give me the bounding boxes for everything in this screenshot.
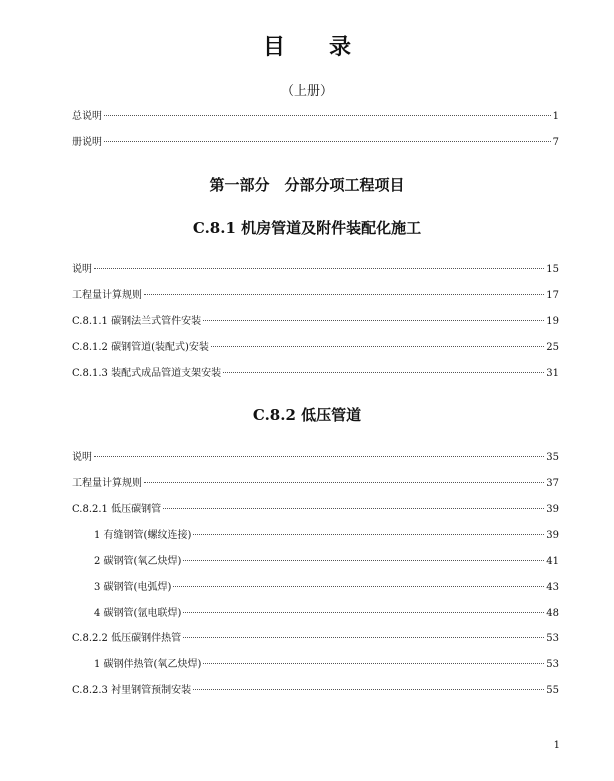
section-title: C.8.2 低压管道 xyxy=(252,406,362,424)
toc-entry[interactable] xyxy=(72,136,559,150)
title-left: 目 xyxy=(262,34,285,60)
toc-entry-label: 说明 xyxy=(72,264,92,275)
toc-entry-label: C.8.2.3 衬里钢管预制安装 xyxy=(72,685,192,696)
toc-subentry[interactable] xyxy=(94,658,559,672)
toc-entry-page: 31 xyxy=(546,368,559,379)
toc-leader xyxy=(193,689,544,690)
toc-entry-page: 53 xyxy=(546,659,559,670)
toc-entry-page: 53 xyxy=(546,633,559,644)
toc-leader xyxy=(193,534,544,535)
toc-leader xyxy=(203,320,544,321)
toc-subentry[interactable] xyxy=(94,581,559,595)
toc-entry[interactable] xyxy=(72,367,559,381)
toc-leader xyxy=(211,346,544,347)
toc-leader xyxy=(183,612,544,613)
footer-page-number: 1 xyxy=(553,740,560,751)
toc-entry-page: 39 xyxy=(546,530,559,541)
toc-entry-page: 15 xyxy=(546,264,559,275)
toc-leader xyxy=(144,294,544,295)
toc-entry[interactable] xyxy=(72,477,559,491)
toc-entry-label: 1 有缝钢管(螺纹连接) xyxy=(94,530,192,541)
toc-entry-label: C.8.1.2 碳钢管道(装配式)安装 xyxy=(72,342,209,353)
toc-leader xyxy=(173,586,544,587)
toc-entry-page: 17 xyxy=(546,290,559,301)
toc-entry[interactable] xyxy=(72,289,559,303)
toc-entry-page: 7 xyxy=(552,137,559,148)
toc-entry[interactable] xyxy=(72,315,559,329)
toc-entry-page: 37 xyxy=(546,478,559,489)
toc-entry-label: C.8.2.1 低压碳钢管 xyxy=(72,504,162,515)
toc-entry-label: 3 碳钢管(电弧焊) xyxy=(94,582,172,593)
toc-entry-page: 1 xyxy=(552,111,559,122)
toc-entry[interactable] xyxy=(72,341,559,355)
toc-entry[interactable] xyxy=(72,684,559,698)
toc-entry-label: 工程量计算规则 xyxy=(72,478,142,489)
toc-entry-page: 25 xyxy=(546,342,559,353)
section-title: C.8.1 机房管道及附件装配化施工 xyxy=(192,219,422,237)
toc-entry[interactable] xyxy=(72,451,559,465)
toc-entry-label: C.8.1.1 碳钢法兰式管件安装 xyxy=(72,316,202,327)
toc-entry-page: 35 xyxy=(546,452,559,463)
toc-entry-page: 43 xyxy=(546,582,559,593)
toc-leader xyxy=(183,637,544,638)
page-title xyxy=(0,30,614,61)
toc-leader xyxy=(94,456,544,457)
toc-leader xyxy=(203,663,544,664)
title-right: 录 xyxy=(329,34,352,60)
toc-entry-label: 总说明 xyxy=(72,111,102,122)
toc-leader xyxy=(223,372,544,373)
toc-entry-label: 说明 xyxy=(72,452,92,463)
toc-entry[interactable] xyxy=(72,110,559,124)
part-title: 第一部分 分部分项工程项目 xyxy=(209,176,405,194)
toc-entry[interactable] xyxy=(72,632,559,646)
toc-entry-label: 4 碳钢管(氩电联焊) xyxy=(94,608,182,619)
toc-entry-label: 册说明 xyxy=(72,137,102,148)
toc-leader xyxy=(144,482,544,483)
toc-entry[interactable] xyxy=(72,263,559,277)
volume-label: （上册） xyxy=(280,84,333,99)
toc-subentry[interactable] xyxy=(94,607,559,621)
toc-entry-label: C.8.1.3 装配式成品管道支架安装 xyxy=(72,368,222,379)
toc-leader xyxy=(104,141,551,142)
toc-leader xyxy=(94,268,544,269)
toc-entry[interactable] xyxy=(72,503,559,517)
toc-entry-page: 55 xyxy=(546,685,559,696)
toc-entry-label: C.8.2.2 低压碳钢伴热管 xyxy=(72,633,182,644)
toc-entry-label: 工程量计算规则 xyxy=(72,290,142,301)
toc-subentry[interactable] xyxy=(94,529,559,543)
toc-leader xyxy=(104,115,551,116)
toc-entry-label: 1 碳钢伴热管(氧乙炔焊) xyxy=(94,659,202,670)
toc-entry-page: 48 xyxy=(546,608,559,619)
toc-leader xyxy=(163,508,544,509)
toc-entry-page: 39 xyxy=(546,504,559,515)
toc-entry-page: 19 xyxy=(546,316,559,327)
toc-subentry[interactable] xyxy=(94,555,559,569)
toc-leader xyxy=(183,560,544,561)
toc-entry-page: 41 xyxy=(546,556,559,567)
toc-entry-label: 2 碳钢管(氧乙炔焊) xyxy=(94,556,182,567)
